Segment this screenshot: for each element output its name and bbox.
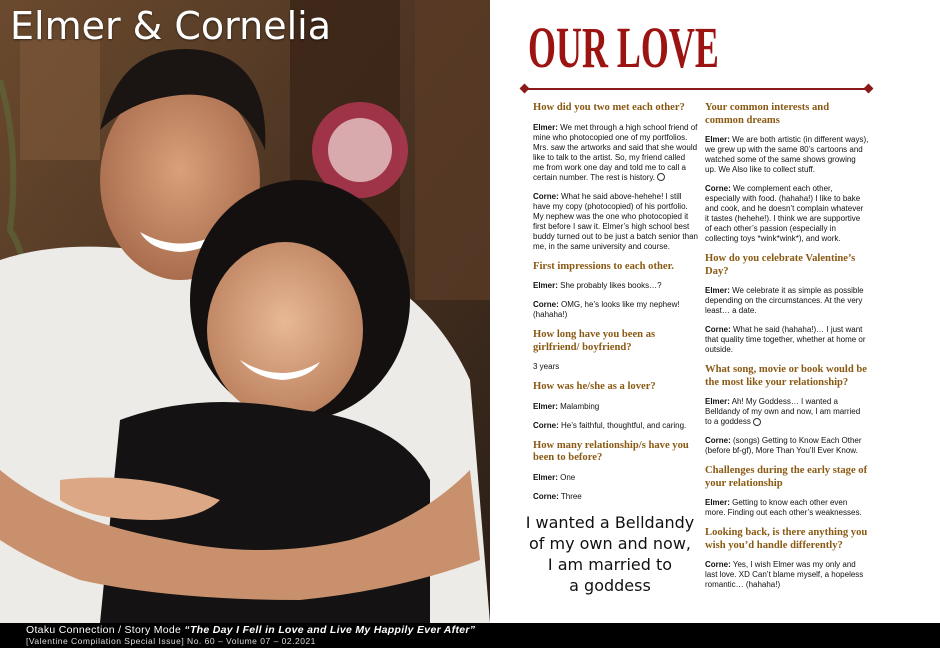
qa-column-left <box>533 102 698 511</box>
answer-text: Ah! My Goddess… I wanted a Belldandy of my own and now, I am married to a goddess <box>705 397 861 426</box>
answer-paragraph <box>533 402 698 412</box>
answer-paragraph <box>705 184 869 244</box>
question-heading: How many relationship/s have you been to before? <box>533 439 689 463</box>
answer-text: She probably likes books…? <box>557 281 662 290</box>
question-heading: How do you celebrate Valentine’s Day? <box>705 253 856 277</box>
answer-speaker: Corne: <box>705 325 731 334</box>
answer-paragraph <box>705 135 869 175</box>
article-panel <box>490 0 940 623</box>
answer-paragraph <box>705 498 869 518</box>
divider-diamond-right <box>864 84 874 94</box>
answer-paragraph <box>533 421 698 431</box>
answer-paragraph <box>533 362 698 372</box>
answer-text: Malambing <box>557 401 600 411</box>
answer-speaker: Corne: <box>705 184 731 193</box>
footer-bar <box>0 623 940 648</box>
answer-paragraph <box>533 473 698 483</box>
answer-speaker: Corne: <box>533 191 559 201</box>
answer-text: We celebrate it as simple as possible depending on the circumstances. At the very least… a date. <box>705 286 864 315</box>
pull-quote <box>520 512 700 596</box>
answer-paragraph <box>705 325 869 355</box>
answer-speaker: Elmer: <box>533 281 558 290</box>
answer-paragraph <box>533 492 698 502</box>
answer-speaker: Elmer: <box>533 122 558 132</box>
answer-speaker: Elmer: <box>705 286 730 295</box>
quote-line: I wanted a Belldandy <box>525 513 695 532</box>
answer-speaker: Elmer: <box>705 397 730 406</box>
question-heading: How was he/she as a lover? <box>533 381 656 392</box>
answer-speaker: Elmer: <box>705 135 730 144</box>
footer-series: Otaku Connection / Story Mode <box>26 624 185 636</box>
answer-speaker: Elmer: <box>705 498 730 507</box>
answer-speaker: Corne: <box>533 300 559 309</box>
answer-speaker: Elmer: <box>533 401 558 411</box>
question-heading: First impressions to each other. <box>533 260 674 272</box>
answer-paragraph <box>533 281 698 291</box>
question-heading: How long have you been as girlfriend/ boyfriend? <box>533 329 656 353</box>
answer-paragraph <box>533 300 698 320</box>
answer-text: He’s faithful, thoughtful, and caring. <box>558 420 687 430</box>
quote-line: a goddess <box>569 576 651 595</box>
answer-speaker: Corne: <box>705 436 731 445</box>
answer-paragraph <box>705 397 869 427</box>
answer-text: Getting to know each other even more. Finding out each other’s weaknesses. <box>705 498 862 517</box>
answer-text: OMG, he’s looks like my nephew! (hahaha!) <box>533 300 680 319</box>
photo-title: Elmer & Cornelia <box>10 4 331 48</box>
page-heading: OUR LOVE <box>528 15 719 80</box>
qa-column-right <box>705 102 869 599</box>
answer-text: We are both artistic (in different ways), we grew up with the same 80’s cartoons and watched some of the same shows growing up. We Also like to collect stuff. <box>705 135 869 174</box>
answer-text: What he said above-hehehe! I still have my copy (photocopied) of his portfolio. My nephew was the one who photocopied it first before I saw it. Elmer’s high school best buddy turned out to be just a batch senior than me, in the same university and course. <box>533 191 699 251</box>
answer-text: (songs) Getting to Know Each Other (before bf-gf), More Than You’ll Ever Know. <box>705 436 862 455</box>
answer-paragraph <box>533 123 698 183</box>
answer-paragraph <box>705 436 869 456</box>
question-heading: Challenges during the early stage of your relationship <box>705 465 868 489</box>
answer-text: Yes, I wish Elmer was my only and last love. XD Can’t blame myself, a hopeless romantic… (hahaha!) <box>705 560 864 589</box>
answer-text: 3 years <box>533 362 560 371</box>
footer-line-1 <box>26 624 475 636</box>
answer-paragraph <box>533 192 698 252</box>
footer-issue-info: [Valentine Compilation Special Issue] No. 60 – Volume 07 – 02.2021 <box>26 636 316 646</box>
question-heading: Looking back, is there anything you wish you’d handle differently? <box>705 527 868 551</box>
answer-paragraph <box>705 560 869 590</box>
answer-speaker: Corne: <box>533 491 559 501</box>
answer-text: One <box>557 472 576 482</box>
question-heading: How did you two met each other? <box>533 102 685 113</box>
answer-text: Three <box>558 491 582 501</box>
answer-paragraph <box>705 286 869 316</box>
quote-line: of my own and now, <box>528 534 692 553</box>
answer-speaker: Elmer: <box>533 472 558 482</box>
footer-story-title: “The Day I Fell in Love and Live My Happily Ever After” <box>184 624 476 636</box>
smiley-icon <box>657 173 665 181</box>
answer-text: What he said (hahaha!)… I just want that quality time together, whether at home or outside. <box>705 325 866 354</box>
question-heading: What song, movie or book would be the most like your relationship? <box>705 364 867 388</box>
smiley-icon <box>753 418 761 426</box>
answer-text: We met through a high school friend of mine who photocopied one of my portfolios. Mrs. saw the artworks and said that she would like to talk to the artist. So, my friend called me from work one day and told me to call a certain number. The rest is history. <box>533 122 698 182</box>
answer-speaker: Corne: <box>533 420 559 430</box>
divider-diamond-left <box>520 84 530 94</box>
heading-divider <box>525 88 869 90</box>
question-heading: Your common interests and common dreams <box>705 102 830 126</box>
quote-line: I am married to <box>547 555 673 574</box>
answer-speaker: Corne: <box>705 560 731 569</box>
answer-text: We complement each other, especially with food. (hahaha!) I like to bake and cook, and he doesn’t complain whatever it tastes (hehehe!). I think we are supportive of each other’s passion (especially in collecting toys *wink*wink*), and work. <box>705 184 864 243</box>
